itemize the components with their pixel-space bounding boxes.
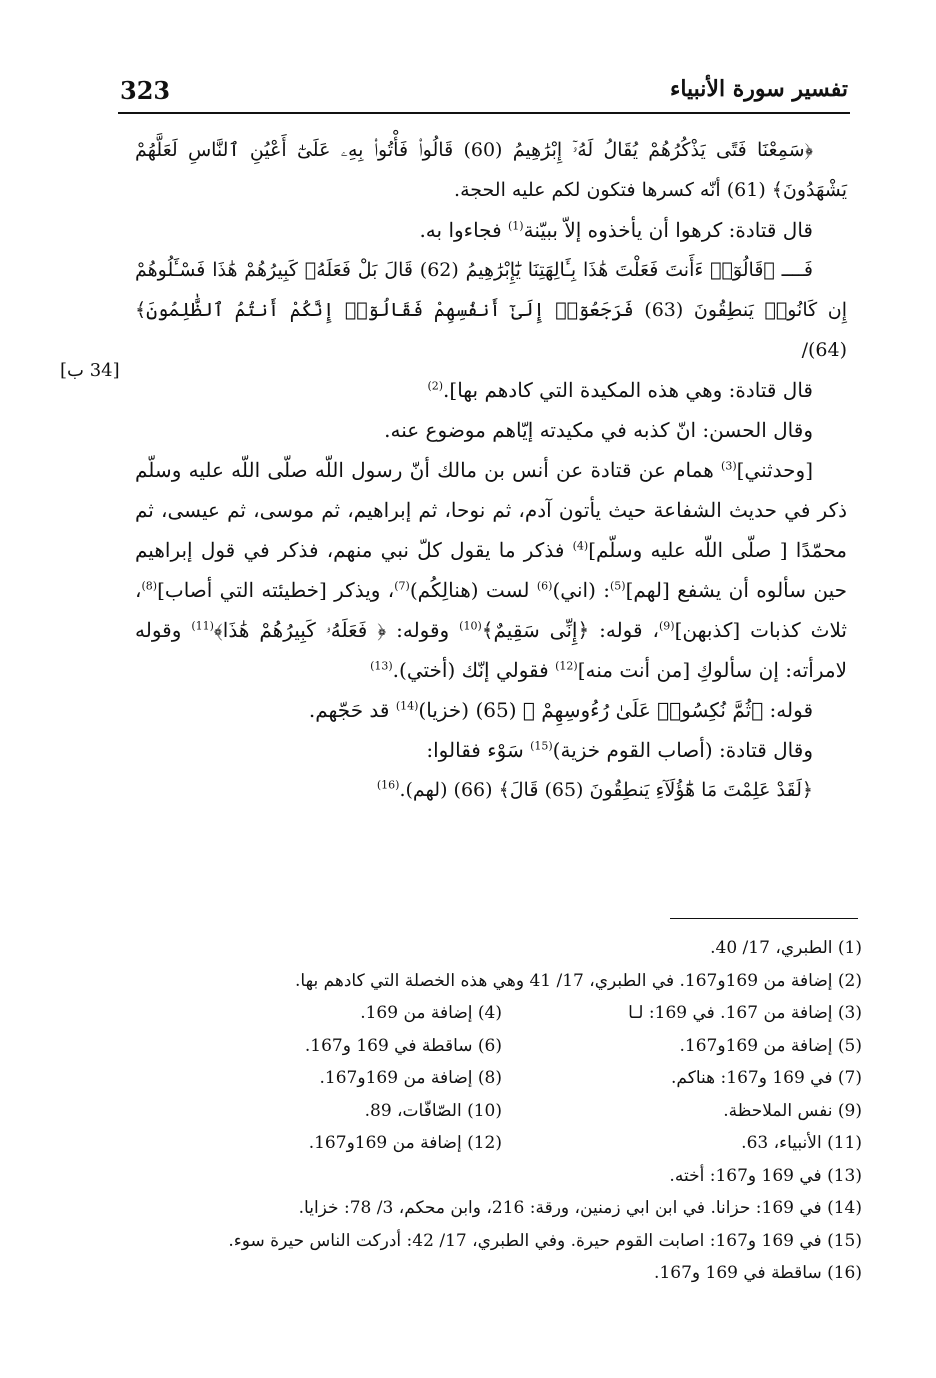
- footnote-row: [150, 1030, 862, 1063]
- paragraph-hadith: [135, 450, 847, 690]
- text-run: قال قتادة: كرهوا أن يأخذوه إلاّ ببيّنة: [523, 218, 813, 242]
- footnote-ref-5: (5): [609, 579, 626, 593]
- text-run: فجاءوا به.: [419, 218, 508, 242]
- page-header: [120, 76, 848, 108]
- footnote-10: (10) الصّافّات، 89.: [364, 1100, 502, 1121]
- footnote-ref-10: (10): [459, 619, 482, 633]
- text-run: فقولي إنّك (أختي).: [392, 658, 556, 682]
- footnotes: [150, 932, 862, 1290]
- footnote-ref-14: (14): [395, 699, 419, 713]
- page-number: 323: [120, 76, 171, 105]
- text-run: ، ثلاث كذبات [كذبهن]: [135, 578, 847, 642]
- footnote-row: [150, 997, 862, 1030]
- text-run: قوله: ﴿ثُمَّ نُكِسُوا۟ عَلَىٰ رُءُوسِهِمْ ﴾ (65) (خزيا): [418, 698, 813, 722]
- text-run: سَوْء فقالوا:: [426, 738, 531, 762]
- text-run: : (اني): [552, 578, 610, 602]
- text-run: همام عن قتادة عن أنس بن مالك أنّ رسول اللّه صلّى اللّه عليه وسلّم ذكر في حديث الشفاعة حيث يأتون آدم، ثم نوحا، ثم إبراهيم، ثم موسى، ثم عيسى، ثم محمّدًا [ صلّى اللّه عليه وسلّم]: [135, 458, 847, 562]
- footnote-ref-1: (1): [508, 219, 524, 233]
- text-run: وقوله: ﴿ فَعَلَهُۥ كَبِيرُهُمْ هَٰذَا﴾: [213, 618, 460, 642]
- footnote-ref-4: (4): [572, 539, 589, 553]
- footnote-12: (12) إضافة من 169و167.: [308, 1133, 502, 1153]
- paragraph-quran-60-61: ﴿سَمِعْنَا فَتًى يَذْكُرُهُمْ يُقَالُ لَهُۥٓ إِبْرَٰهِيمُ (60) قَالُوا۟ فَأْتُوا۟ بِهِۦ عَلَىٰٓ أَعْيُنِ ٱلنَّاسِ لَعَلَّهُمْ يَشْهَدُونَ﴾ (61) أنّه كسرها فتكون لكم عليه الحجة.: [135, 139, 847, 201]
- text-run: وقال قتادة: (أصاب القوم خزية): [552, 738, 813, 762]
- text-run: ، قوله: ﴿إِنِّى سَقِيمٌ﴾: [481, 618, 659, 642]
- footnote-row: [150, 1062, 862, 1095]
- text-run: قد حَجّهم.: [308, 698, 396, 722]
- footnote-ref-9: (9): [659, 619, 675, 633]
- footnote-14: (14) في 169: حزانا. في ابن ابي زمنين، ورقة: 216، وابن محكم، 3/ 78: خزايا.: [298, 1198, 862, 1218]
- footnote-ref-13: (13): [370, 659, 393, 673]
- paragraph-qatada-2: [135, 370, 847, 410]
- footnote-1: (1) الطبري، 17/ 40.: [710, 938, 862, 958]
- header-rule: [118, 112, 850, 114]
- footnote-8: (8) إضافة من 169و167.: [319, 1068, 502, 1088]
- footnote-row: [150, 1095, 862, 1128]
- text-run: ، ويذكر [خطيئته التي أصاب]: [157, 578, 395, 602]
- text-run: وقوله لامرأته: إن سألوكِ [من أنت منه]: [135, 618, 847, 682]
- footnote-15: (15) في 169 و167: اصابت القوم حيرة. وفي الطبري، 17/ 42: أدركت الناس حيرة سوء.: [228, 1230, 862, 1251]
- paragraph-quran-65-66: [135, 770, 847, 810]
- footnote-ref-8: (8): [141, 579, 158, 593]
- footnote-9: (9) نفس الملاحظة.: [723, 1100, 862, 1121]
- main-text: [135, 130, 847, 810]
- footnote-ref-12: (12): [555, 659, 578, 673]
- running-title: تفسير سورة الأنبياء: [669, 76, 848, 102]
- footnote-16: (16) ساقطة في 169 و167.: [654, 1263, 862, 1283]
- footnote-4: (4) إضافة من 169.: [360, 1003, 502, 1023]
- text-run: [وحدثني]: [736, 458, 814, 482]
- paragraph-verse-65: [135, 690, 847, 730]
- footnote-5: (5) إضافة من 169و167.: [679, 1035, 862, 1056]
- footnote-ref-16: (16): [376, 778, 400, 792]
- footnote-6: (6) ساقطة في 169 و167.: [304, 1035, 502, 1056]
- footnote-ref-2: (2): [427, 379, 444, 393]
- footnote-13: (13) في 169 و167: أخته.: [669, 1165, 862, 1186]
- text-run: لست (هنالِكُم): [409, 578, 537, 602]
- footnote-3: (3) إضافة من 167. في 169: لـا: [628, 1003, 862, 1023]
- paragraph-quran-62-64: فَــــ ﴿قَالُوٓا۟ ءَأَنتَ فَعَلْتَ هَٰذَا بِـَٔالِهَتِنَا يَٰٓإِبْرَٰهِيمُ (62) قَالَ بَلْ فَعَلَهُۥ كَبِيرُهُمْ هَٰذَا فَسْـَٔلُوهُمْ إِن كَانُوا۟ يَنطِقُونَ (63) فَرَجَعُوٓا۟ إِلَىٰٓ أَنفُسِهِمْ فَقَالُوٓا۟ إِنَّكُمْ أَنتُمُ ٱلظَّٰلِمُونَ﴾ (64)/: [135, 259, 847, 361]
- footnote-7: (7) في 169 و167: هناكم.: [671, 1068, 862, 1088]
- footnote-ref-11: (11): [191, 619, 214, 633]
- footnote-row: [150, 1127, 862, 1160]
- footnote-ref-7: (7): [394, 579, 410, 593]
- paragraph-hasan: وقال الحسن: انّ كذبه في مكيدته إيّاهم موضوع عنه.: [384, 418, 813, 442]
- margin-folio-note: [34 ب]: [60, 360, 120, 381]
- footnote-ref-6: (6): [536, 579, 553, 593]
- text-run: فذكر ما يقول كلّ نبي منهم، فذكر في قول إبراهيم حين سألوه أن يشفع [لهم]: [135, 538, 848, 602]
- footnote-rule: [670, 918, 858, 919]
- footnote-2: (2) إضافة من 169و167. في الطبري، 17/ 41 وهي هذه الخصلة التي كادهم بها.: [295, 970, 862, 991]
- footnote-ref-15: (15): [530, 739, 553, 753]
- text-run: ﴿لَقَدْ عَلِمْتَ مَا هَٰٓؤُلَآءِ يَنطِقُونَ (65) قَالَ﴾ (66) (لهم).: [399, 779, 813, 801]
- footnote-11: (11) الأنبياء، 63.: [741, 1133, 862, 1153]
- paragraph-qatada-1: [135, 210, 847, 250]
- paragraph-qatada-3: [135, 730, 847, 770]
- text-run: قال قتادة: وهي هذه المكيدة التي كادهم بها].: [443, 378, 813, 402]
- footnote-ref-3: (3): [721, 459, 737, 473]
